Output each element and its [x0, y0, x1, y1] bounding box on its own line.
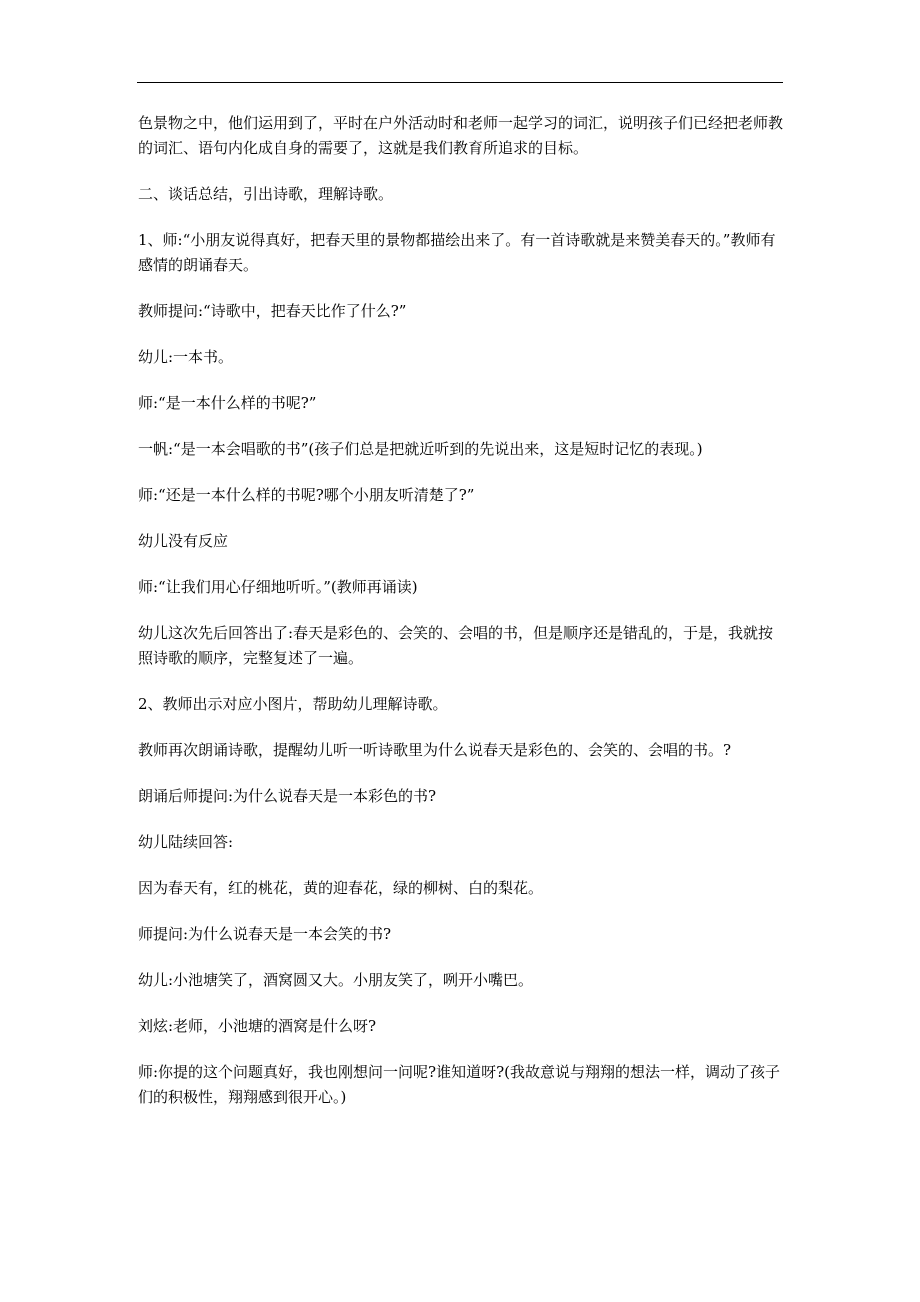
paragraph: 2、教师出示对应小图片，帮助幼儿理解诗歌。 — [138, 695, 448, 713]
paragraph: 1、师:“小朋友说得真好，把春天里的景物都描绘出来了。有一首诗歌就是来赞美春天的。”教师有感情的朗诵春天。 — [138, 231, 776, 274]
paragraph: 师:“还是一本什么样的书呢?哪个小朋友听清楚了?” — [138, 486, 475, 504]
paragraph: 教师再次朗诵诗歌，提醒幼儿听一听诗歌里为什么说春天是彩色的、会笑的、会唱的书。? — [138, 741, 732, 759]
paragraph: 一帆:“是一本会唱歌的书”(孩子们总是把就近听到的先说出来，这是短时记忆的表现。) — [138, 440, 703, 458]
paragraph: 因为春天有，红的桃花，黄的迎春花，绿的柳树、白的梨花。 — [138, 879, 544, 897]
paragraph: 幼儿这次先后回答出了:春天是彩色的、会笑的、会唱的书，但是顺序还是错乱的，于是，我就按照诗歌的顺序，完整复述了一遍。 — [138, 624, 774, 667]
section-heading: 二、谈话总结，引出诗歌，理解诗歌。 — [138, 185, 394, 203]
paragraph: 教师提问:“诗歌中，把春天比作了什么?” — [138, 302, 407, 320]
paragraph: 刘炫:老师，小池塘的酒窝是什么呀? — [138, 1017, 377, 1035]
header-rule — [137, 82, 783, 83]
paragraph: 色景物之中，他们运用到了，平时在户外活动时和老师一起学习的词汇，说明孩子们已经把老师教的词汇、语句内化成自身的需要了，这就是我们教育所追求的目标。 — [138, 114, 784, 157]
paragraph: 幼儿没有反应 — [138, 532, 229, 550]
paragraph: 幼儿陆续回答: — [138, 833, 234, 851]
paragraph: 幼儿:小池塘笑了，酒窝圆又大。小朋友笑了，咧开小嘴巴。 — [138, 971, 534, 989]
paragraph: 朗诵后师提问:为什么说春天是一本彩色的书? — [138, 787, 437, 805]
paragraph: 幼儿:一本书。 — [138, 348, 234, 366]
paragraph: 师:你提的这个问题真好，我也刚想问一问呢?谁知道呀?(我故意说与翔翔的想法一样，调动了孩子们的积极性，翔翔感到很开心。) — [138, 1063, 780, 1106]
document-body — [138, 111, 786, 1131]
paragraph: 师:“是一本什么样的书呢?” — [138, 394, 317, 412]
paragraph: 师提问:为什么说春天是一本会笑的书? — [138, 925, 392, 943]
paragraph: 师:“让我们用心仔细地听听。”(教师再诵读) — [138, 578, 418, 596]
